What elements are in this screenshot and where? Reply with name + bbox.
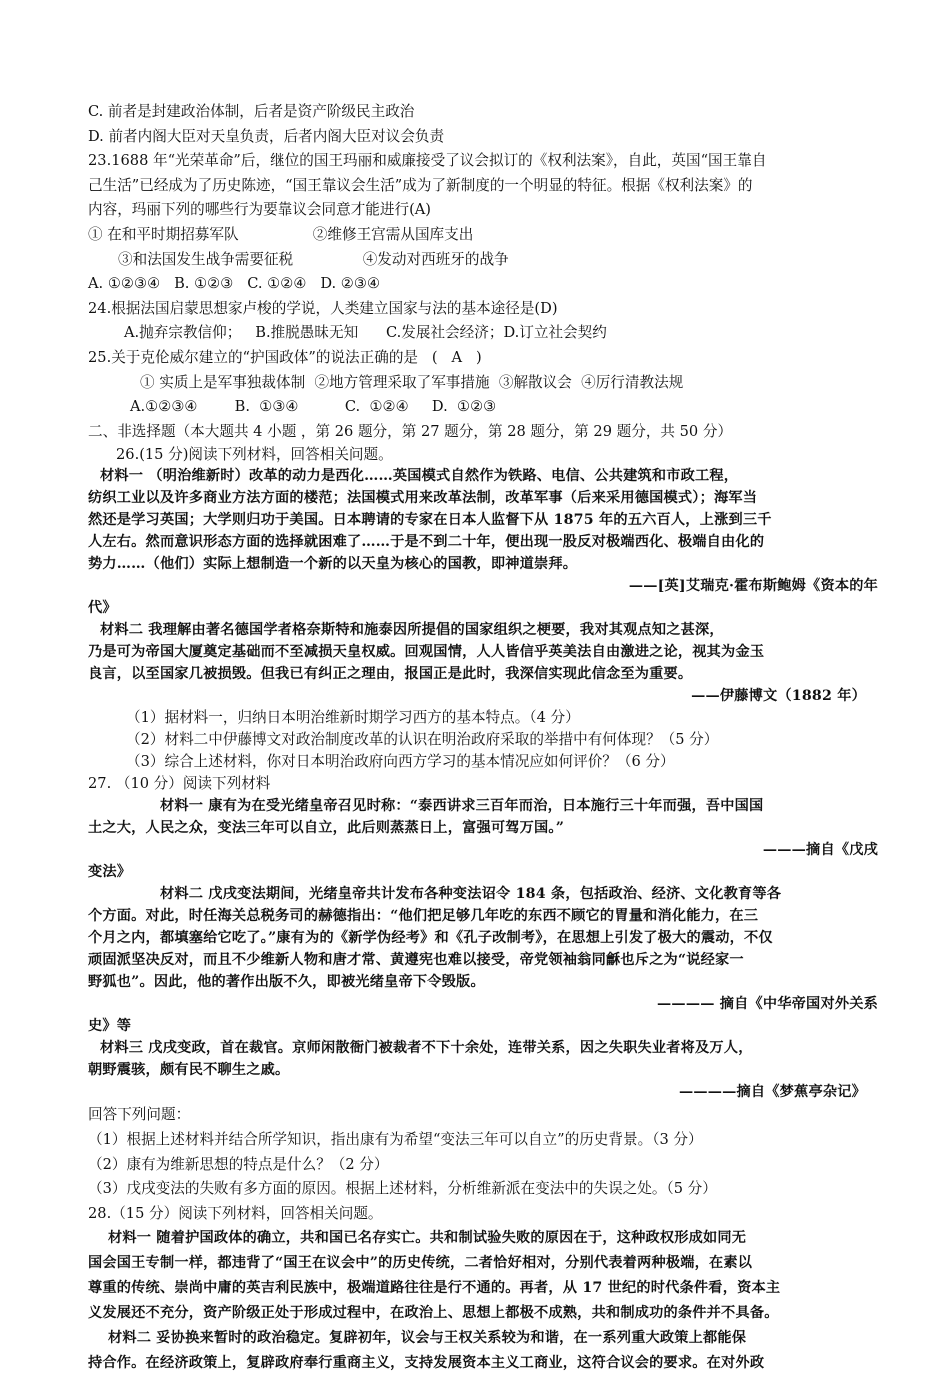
q28-m2-line: 材料二 妥协换来暂时的政治稳定。复辟初年，议会与王权关系较为和谐，在一系列重大政策上都能保	[108, 1330, 747, 1347]
q23-choices: A. ①②③④ B. ①②③ C. ①②④ D. ②③④	[88, 275, 381, 293]
q24-stem: 24.根据法国启蒙思想家卢梭的学说，人类建立国家与法的基本途径是(D)	[88, 299, 558, 317]
q27-stem: 27. （10 分）阅读下列材料	[88, 775, 271, 793]
q28-m1-line: 材料一 随着护国政体的确立，共和国已名存实亡。共和制试验失败的原因在于，这种政权形成如同无	[108, 1230, 747, 1247]
q23-stem-3: 内容，玛丽下列的哪些行为要靠议会同意才能进行(A)	[88, 201, 431, 219]
q26-sub-3: （3）综合上述材料，你对日本明治政府向西方学习的基本情况应如何评价？（6 分）	[126, 753, 675, 771]
q23-items-1: ① 在和平时期招募军队 ②维修王宫需从国库支出	[88, 225, 474, 243]
q27-material-3	[88, 1037, 878, 1103]
q26-m1-line: 然还是学习英国；大学则归功于美国。日本聘请的专家在日本人监督下从 1875 年的五六百人，上涨到三千	[88, 512, 772, 529]
q26-m2-source: ——伊藤博文（1882 年）	[691, 688, 866, 705]
q27-m2-source-cont: 史》等	[88, 1018, 132, 1035]
section-2-heading: 二、非选择题（本大题共 4 小题 ，第 26 题分，第 27 题分，第 28 题分，第 29 题分，共 50 分）	[88, 422, 733, 440]
q27-m1-source: ———摘自《戊戌	[762, 842, 878, 859]
q26-m1-line: 势力……（他们）实际上想制造一个新的以天皇为核心的国教，即神道崇拜。	[88, 556, 578, 573]
q27-m2-line: 材料二 戊戌变法期间，光绪皇帝共计发布各种变法诏令 184 条，包括政治、经济、文化教育等各	[160, 886, 782, 903]
q27-m3-line: 材料三 戊戌变政，首在裁官。京师闲散衙门被裁者不下十余处，连带关系，因之失职失业者将及万人，	[100, 1040, 753, 1057]
q27-ask: 回答下列问题：	[88, 1106, 191, 1124]
q23-stem-2: 己生活”已经成为了历史陈迹，“国王靠议会生活”成为了新制度的一个明显的特征。根据《权利法案》的	[88, 176, 753, 194]
q27-sub-2: （2）康有为维新思想的特点是什么？（2 分）	[88, 1155, 389, 1173]
q26-m1-line: 材料一 （明治维新时）改革的动力是西化……英国模式自然作为铁路、电信、公共建筑和市政工程，	[100, 468, 739, 485]
q27-material-1	[88, 795, 878, 883]
q28-stem: 28.（15 分）阅读下列材料，回答相关问题。	[88, 1204, 383, 1222]
q27-m1-line: 材料一 康有为在受光绪皇帝召见时称：“泰西讲求三百年而治，日本施行三十年而强，吾中国国	[160, 798, 764, 815]
q26-stem: 26.(15 分)阅读下列材料，回答相关问题。	[116, 446, 393, 464]
q27-m3-source: ————摘自《梦蕉亭杂记》	[678, 1084, 866, 1101]
q26-sub-2: （2）材料二中伊藤博文对政治制度改革的认识在明治政府采取的举措中有何体现？（5 分）	[126, 731, 719, 749]
q27-m2-line: 顽固派坚决反对，而且不少维新人物和唐才常、黄遵宪也难以接受，帝党领袖翁同龢也斥之为“说经家一	[88, 952, 744, 969]
q26-material-2	[88, 619, 878, 707]
q28-m1-line: 国会国王专制一样，都违背了“国王在议会中”的历史传统，二者恰好相对，分别代表着两种极端，在素以	[88, 1255, 753, 1272]
q27-m2-line: 个方面。对此，时任海关总税务司的赫德指出：“他们把足够几年吃的东西不顾它的胃量和消化能力，在三	[88, 908, 759, 925]
q27-material-2	[88, 883, 878, 1037]
q25-choices: A.①②③④ B. ①③④ C. ①②④ D. ①②③	[130, 398, 497, 416]
q26-m1-source: ——[英]艾瑞克·霍布斯鲍姆《资本的年	[628, 578, 878, 595]
q24-choices: A.抛弃宗教信仰； B.推脱愚昧无知 C.发展社会经济；D.订立社会契约	[124, 324, 607, 342]
q28-m1-line: 尊重的传统、崇尚中庸的英吉利民族中，极端道路往往是行不通的。再者，从 17 世纪的时代条件看，资本主	[88, 1280, 781, 1297]
q27-m1-line: 土之大，人民之众，变法三年可以自立，此后则蒸蒸日上，富强可驾万国。”	[88, 820, 565, 837]
q22-option-d: D. 前者内阁大臣对天皇负责，后者内阁大臣对议会负责	[88, 127, 445, 145]
q27-m2-line: 野狐也”。因此，他的著作出版不久，即被光绪皇帝下令毁版。	[88, 974, 485, 991]
q26-material-1	[88, 465, 878, 619]
q26-m1-line: 纺织工业以及许多商业方法方面的楼范；法国模式用来改革法制，改革军事（后来采用德国模式）；海军当	[88, 490, 758, 507]
q28-m1-line: 义发展还不充分，资产阶级正处于形成过程中，在政治上、思想上都极不成熟，共和制成功的条件并不具备。	[88, 1305, 779, 1322]
q27-sub-1: （1）根据上述材料并结合所学知识，指出康有为希望“变法三年可以自立”的历史背景。（3 分）	[88, 1130, 703, 1148]
q27-sub-3: （3）戊戌变法的失败有多方面的原因。根据上述材料，分析维新派在变法中的失误之处。（5 分）	[88, 1180, 717, 1198]
q26-sub-1: （1）据材料一，归纳日本明治维新时期学习西方的基本特点。（4 分）	[126, 709, 580, 727]
q27-m2-line: 个月之内，都填塞给它吃了。”康有为的《新学伪经考》和《孔子改制考》，在思想上引发了极大的震动，不仅	[88, 930, 773, 947]
q25-stem: 25.关于克伦威尔建立的“护国政体”的说法正确的是 ( A )	[88, 348, 482, 366]
q28-m2-line: 持合作。在经济政策上，复辟政府奉行重商主义，支持发展资本主义工商业，这符合议会的要求。在对外政	[88, 1355, 765, 1372]
q28-material-1	[88, 1226, 878, 1326]
q28-material-2	[88, 1326, 878, 1376]
q23-stem-1: 23.1688 年“光荣革命”后，继位的国王玛丽和威廉接受了议会拟订的《权利法案》，自此，英国“国王靠自	[88, 152, 767, 170]
q22-option-c: C. 前者是封建政治体制，后者是资产阶级民主政治	[88, 103, 415, 120]
q27-m3-line: 朝野震骇，颇有民不聊生之戚。	[88, 1062, 290, 1079]
q27-m1-source-cont: 变法》	[88, 864, 132, 881]
exam-page	[88, 100, 878, 1376]
q26-m2-line: 乃是可为帝国大厦奠定基础而不至减损天皇权威。回观国情，人人皆信乎英美法自由激进之论，视其为金玉	[88, 644, 765, 661]
q26-m2-line: 材料二 我理解由著名德国学者格奈斯特和施泰因所提倡的国家组织之梗要，我对其观点知之甚深，	[100, 622, 724, 639]
q23-items-2: ③和法国发生战争需要征税 ④发动对西班牙的战争	[118, 250, 509, 268]
q26-m1-line: 人左右。然而意识形态方面的选择就困难了……于是不到二十年，便出现一股反对极端西化、极端自由化的	[88, 534, 765, 551]
q25-items: ① 实质上是军事独裁体制 ②地方管理采取了军事措施 ③解散议会 ④厉行清教法规	[140, 373, 684, 391]
q26-m1-source-cont: 代》	[88, 600, 117, 617]
q27-m2-source: ———— 摘自《中华帝国对外关系	[657, 996, 878, 1013]
q26-m2-line: 良言，以至国家几被损毁。但我已有纠正之理由，报国正是此时，我深信实现此信念至为重要。	[88, 666, 693, 683]
